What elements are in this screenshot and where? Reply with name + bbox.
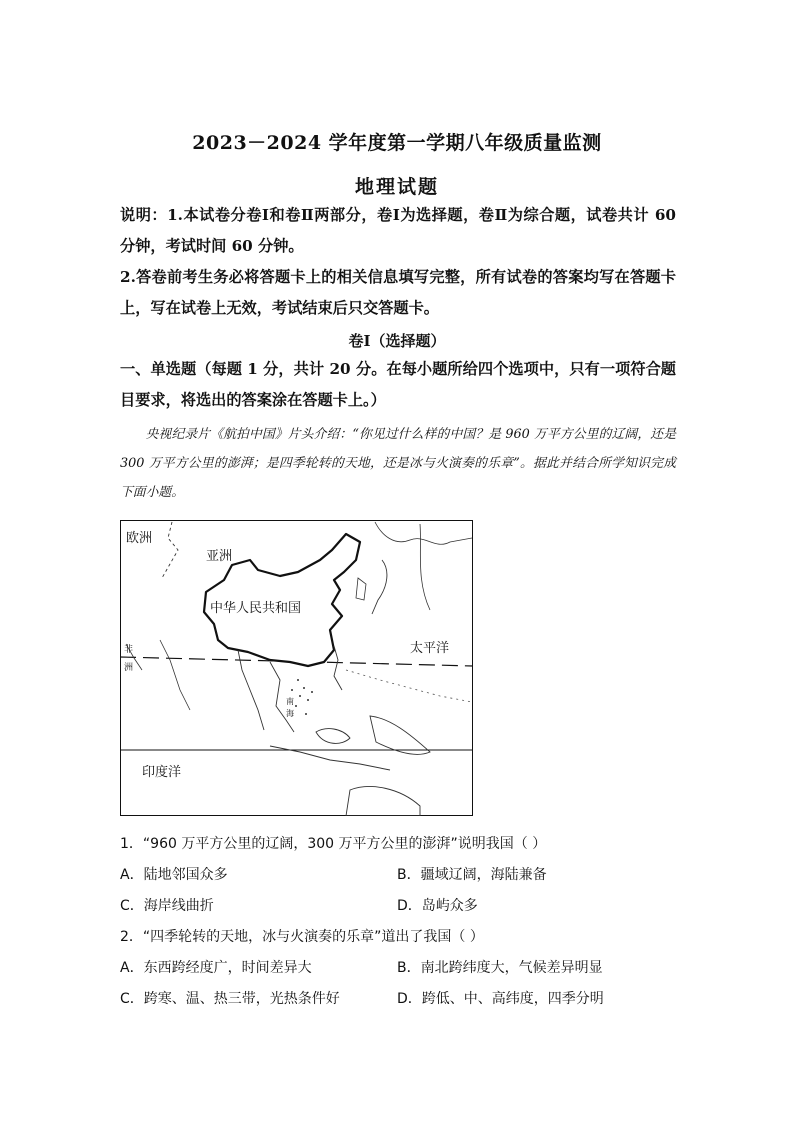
asia-map [120,520,473,816]
label-pacific: 太平洋 [410,641,450,656]
label-europe: 欧洲 [126,531,153,546]
label-africa-1: 非 [124,645,134,655]
question-2-option-b[interactable]: B．南北跨纬度大，气候差异明显 [397,960,603,976]
exam-title: 2023－2024 学年度第一学期八年级质量监测 [192,132,602,154]
question-2-option-d[interactable]: D．跨低、中、高纬度，四季分明 [397,991,604,1007]
question-2-option-a[interactable]: A．东西跨经度广，时间差异大 [120,960,312,976]
exam-subtitle: 地理试题 [354,176,439,198]
section-heading: 一、单选题（每题 1 分，共计 20 分。在每小题所给四个选项中，只有一项符合题目要求，将选出的答案涂在答题卡上。） [120,360,676,409]
instructions-line-1: 说明：1.本试卷分卷Ⅰ和卷Ⅱ两部分，卷Ⅰ为选择题，卷Ⅱ为综合题，试卷共计 60 分钟，考试时间 60 分钟。 [120,206,676,255]
section-label: 卷Ⅰ（选择题） [348,332,446,350]
question-2-option-c[interactable]: C．跨寒、温、热三带，光热条件好 [120,991,340,1007]
label-south-sea-1: 南 [286,697,294,706]
question-1-option-a[interactable]: A．陆地邻国众多 [120,867,228,883]
intro-text: 央视纪录片《航拍中国》片头介绍：“你见过什么样的中国？是 960 万平方公里的辽阔，还是 300 万平方公里的澎湃；是四季轮转的天地，还是冰与火演奏的乐章”。据此并结合所学知识完成下面小题。 [120,427,676,500]
question-1-stem: 1．“960 万平方公里的辽阔，300 万平方公里的澎湃”说明我国（ ） [120,836,547,852]
label-south-sea-2: 海 [286,709,294,718]
question-1-option-c[interactable]: C．海岸线曲折 [120,898,214,914]
label-africa-2: 洲 [124,663,134,673]
label-indian-ocean: 印度洋 [142,765,182,780]
question-2-stem: 2．“四季轮转的天地，冰与火演奏的乐章”道出了我国（ ） [120,929,484,945]
label-asia: 亚洲 [206,549,233,564]
question-1-option-b[interactable]: B．疆域辽阔，海陆兼备 [397,867,547,883]
instructions-line-2: 2.答卷前考生务必将答题卡上的相关信息填写完整，所有试卷的答案均写在答题卡上，写在试卷上无效，考试结束后只交答题卡。 [120,268,676,317]
question-1-option-d[interactable]: D．岛屿众多 [397,898,478,914]
label-china: 中华人民共和国 [210,601,302,616]
